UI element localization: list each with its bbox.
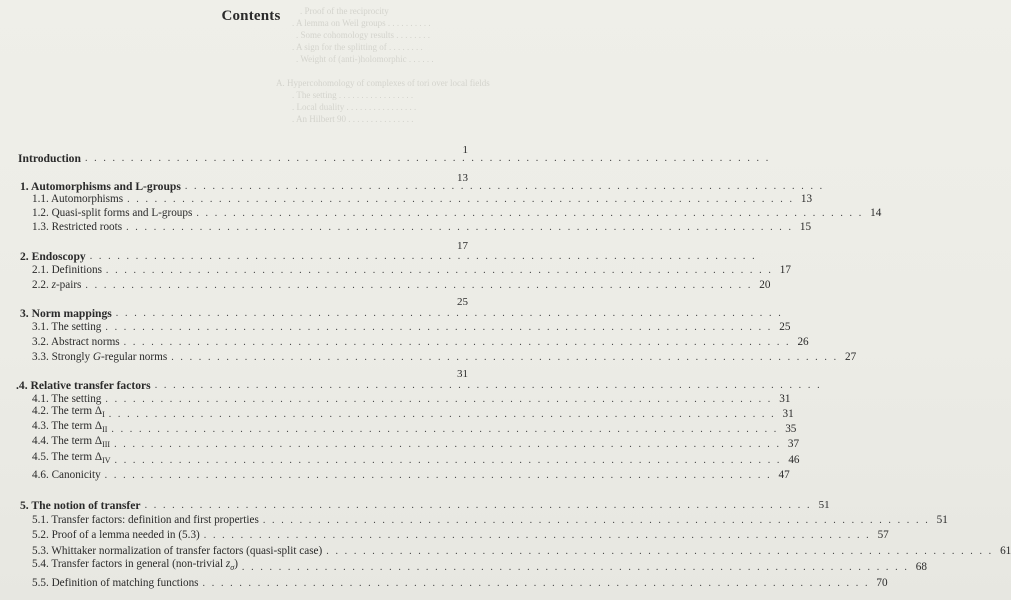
toc-entry-section-2-2[interactable] [0,277,771,292]
dot-leader: . . . . . . . . . . . . . . . . . . . . . . . . . . . . . . . . . . . . . . . . . . . . . . . . . . . . . . . . . . . . . . . . . . . . . . . . . [171,352,839,363]
toc-entry-section-3-1[interactable] [0,319,791,334]
toc-page-number: 35 [785,423,797,435]
toc-entry-section-4-1[interactable] [0,391,791,406]
toc-page-number: 25 [779,321,791,333]
toc-label-text: 4. Relative transfer factors [18,379,151,392]
toc-label: 3.3. Strongly G-regular norms [32,351,168,363]
toc-label: 3.2. Abstract norms [32,336,120,348]
bleed-through-text: . Proof of the reciprocity . A lemma on Weil groups . . . . . . . . . . . Some cohomology results . . . . . . . . . A sign for the splitting of . . . . . . . . . Weight of (anti-)holomorphic . . . . . . A. Hypercohomology of complexes of tori over local fields . The setting . . . . . . . . . . . . . . . . . . Local duality . . . . . . . . . . . . . . . . . An Hilbert 90 . . . . . . . . . . . . . . . [276,6,490,124]
dot-leader: . . . . . . . . . . . . . . . . . . . . . . . . . . . . . . . . . . . . . . . . . . . . . . . . . . . . . . . . . . . . . . . . . . . . . . [184,181,825,192]
toc-label: 5.5. Definition of matching functions [32,577,199,589]
toc-entry-section-5-2[interactable] [0,527,889,542]
dot-leader: . . . . . . . . . . . . . . . . . . . . . . . . . . . . . . . . . . . . . . . . . . . . . . . . . . . . . . . . . . . . . . . . . . . . . . . . . [105,322,773,333]
toc-label: 5.4. Transfer factors in general (non-trivial $z_\sigma$) [32,557,238,572]
dot-leader: . . . . . . . . . . . . . . . . . . . . . . . . . . . . . . . . . . . . . . . . . . . . . . . . . . . . . . . . . . . . . . . . . . . . . . . . . [262,515,930,526]
toc-page-number: 13 [800,193,813,205]
dot-leader: . . . . . . . . . . . . . . . . . . . . . . . . . . . . . . . . . . . . . . . . . . . . . . . . . . . . . . . . . . . . . . . . . . . . . . . . . [89,251,757,262]
toc-label: 4.5. The term $\Delta_{IV}$ [32,450,111,465]
toc-entry-section-4-3[interactable] [0,419,797,436]
toc-label: 3. Norm mappings [20,307,112,320]
toc-page-number: 68 [915,561,927,573]
toc-page-number: 25 [457,296,468,308]
toc-page-number: 31 [457,368,468,380]
toc-page-number: 27 [845,351,857,363]
toc-entry-section-5-5[interactable] [0,575,888,590]
toc-page-number: 20 [759,279,771,291]
toc-page-number: 47 [778,469,790,481]
toc-label: 4.2. The term $\Delta_I$ [32,404,105,419]
toc-page-number: 1 [462,144,468,156]
toc-page-number: 37 [787,438,800,450]
dot-leader: . . . . . . . . . . . . . . . . . . . . . . . . . . . . . . . . . . . . . . . . . . . . . . . . . . . . . . . . . . . . . . . . . . . . . . . . . [154,380,822,391]
toc-label: 4.3. The term $\Delta_{II}$ [32,419,108,434]
toc-entry-chapter-3[interactable] [0,305,783,320]
toc-label: 3.1. The setting [32,321,102,333]
toc-label: 1. Automorphisms and L-groups [20,180,181,193]
toc-entry-section-4-6[interactable] [0,467,790,482]
toc-label: 5.1. Transfer factors: definition and first properties [32,514,259,526]
toc-page-number: 70 [876,577,888,589]
toc-page-number: 46 [788,454,800,466]
dot-leader: . . . . . . . . . . . . . . . . . . . . . . . . . . . . . . . . . . . . . . . . . . . . . . . . . . . . . . . . . . . . . . . . . . . . . . . . . [111,424,779,435]
toc-entry-section-2-1[interactable] [0,262,791,277]
toc-page-number: 57 [877,529,889,541]
toc-entry-section-3-3[interactable] [0,349,857,364]
dot-leader: . . . . . . . . . . . . . . . . . . . . . . . . . . . . . . . . . . . . . . . . . . . . . . . . . . . . . . . . . . . . . . . . . . . . . . . . . [144,500,812,511]
toc-label: 1.3. Restricted roots [32,221,123,233]
dot-leader: . . . . . . . . . . . . . . . . . . . . . . . . . . . . . . . . . . . . . . . . . . . . . . . . . . . . . . . . . . . . . . . . . . . . . . . . . [105,394,773,405]
toc-label: 2. Endoscopy [20,250,86,263]
toc-entry-chapter-4[interactable] [0,377,822,392]
toc-page-number: 51 [936,514,948,526]
toc-label: 4.4. The term $\Delta_{III}$ [32,434,111,449]
toc-entry-section-4-5[interactable] [0,450,800,467]
dot-leader: . . . . . . . . . . . . . . . . . . . . . . . . . . . . . . . . . . . . . . . . . . . . . . . . . . . . . . . . . . . . . . . . . . . . . . . . . [326,546,994,557]
toc-label: 1.2. Quasi-split forms and L-groups [32,207,193,219]
toc-label: Introduction [18,152,81,165]
dot-leader: . . . . . . . . . . . . . . . . . . . . . . . . . . . . . . . . . . . . . . . . . . . . . . . . . . . . . . . . . . . . . . . . . . . . . . . . . [114,455,782,466]
toc-entry-section-3-2[interactable] [0,334,809,349]
dot-leader: . . . . . . . . . . . . . . . . . . . . . . . . . . . . . . . . . . . . . . . . . . . . . . . . . . . . . . . . . . . . . . . . . . . . . . . . . [104,470,772,481]
toc-page-number: 61 [1000,545,1011,557]
toc-page-number: 26 [797,336,809,348]
page-title: Contents [221,8,281,24]
dot-leader: . . . . . . . . . . . . . . . . . . . . . . . . . . . . . . . . . . . . . . . . . . . . . . . . . . . . . . . . . . . . . . . . . . . . . . . . . [241,562,909,573]
toc-entry-section-1-2[interactable] [0,205,882,220]
dot-leader: . . . . . . . . . . . . . . . . . . . . . . . . . . . . . . . . . . . . . . . . . . . . . . . . . . . . . . . . . . . . . . . . . . . . . . . . . [105,265,773,276]
toc-label: 5.3. Whittaker normalization of transfer factors (quasi-split case) [32,545,323,557]
toc-page-number: 13 [457,172,468,184]
dot-leader: . . . . . . . . . . . . . . . . . . . . . . . . . . . . . . . . . . . . . . . . . . . . . . . . . . . . . . . . . . . . . . . . . . . . . . . . . [123,337,791,348]
toc-entry-section-5-3[interactable] [0,543,1011,558]
dot-leader: . . . . . . . . . . . . . . . . . . . . . . . . . . . . . . . . . . . . . . . . . . . . . . . . . . . . . . . . . . . . . . . . . . . . . . . . . . . [84,153,771,164]
toc-label: 4.1. The setting [32,393,102,405]
dot-leader: . . . . . . . . . . . . . . . . . . . . . . . . . . . . . . . . . . . . . . . . . . . . . . . . . . . . . . . . . . . . . . . . . . . . . . . . . [203,530,871,541]
dot-leader: . . . . . . . . . . . . . . . . . . . . . . . . . . . . . . . . . . . . . . . . . . . . . . . . . . . . . . . . . . . . . . . . . . . . . . . . . [202,578,870,589]
toc-entry-section-5-4[interactable] [0,557,927,574]
toc-label: .4. Relative transfer factors [16,379,151,392]
toc-page-number: 17 [457,240,468,252]
toc-label: 5.2. Proof of a lemma needed in (5.3) [32,529,200,541]
toc-entry-section-4-4[interactable] [0,434,800,451]
toc-label: 1.1. Automorphisms [32,193,124,205]
dot-leader: . . . . . . . . . . . . . . . . . . . . . . . . . . . . . . . . . . . . . . . . . . . . . . . . . . . . . . . . . . . . . . . . . . . . . . . . . [127,194,795,205]
dot-leader: . . . . . . . . . . . . . . . . . . . . . . . . . . . . . . . . . . . . . . . . . . . . . . . . . . . . . . . . . . . . . . . . . . . . . . . . . [196,208,864,219]
toc-label: 5. The notion of transfer [20,499,141,512]
toc-page-number: 51 [818,499,830,511]
toc-entry-section-4-2[interactable] [0,404,794,421]
toc-entry-section-1-3[interactable] [0,219,812,234]
toc-page-number: 31 [779,393,791,405]
toc-label: 4.6. Canonicity [32,469,101,481]
dot-leader: . . . . . . . . . . . . . . . . . . . . . . . . . . . . . . . . . . . . . . . . . . . . . . . . . . . . . . . . . . . . . . . . . . . . . . . . . [115,308,783,319]
toc-entry-section-5-1[interactable] [0,512,948,527]
toc-entry-section-1-1[interactable] [0,191,813,206]
toc-label: 2.2. z-pairs [32,279,82,291]
toc-label: 2.1. Definitions [32,264,102,276]
toc-page-number: 15 [799,221,812,233]
toc-page-number: 14 [870,207,882,219]
toc-entry-introduction[interactable] [0,150,771,165]
dot-leader: . . . . . . . . . . . . . . . . . . . . . . . . . . . . . . . . . . . . . . . . . . . . . . . . . . . . . . . . . . . . . . . . . . . . . . . . . [114,439,782,450]
dot-leader: . . . . . . . . . . . . . . . . . . . . . . . . . . . . . . . . . . . . . . . . . . . . . . . . . . . . . . . . . . . . . . . . . . . . . . . . . [126,222,794,233]
dot-leader: . . . . . . . . . . . . . . . . . . . . . . . . . . . . . . . . . . . . . . . . . . . . . . . . . . . . . . . . . . . . . . . . . . . . . . . . . [108,409,776,420]
toc-page-number: 17 [779,264,791,276]
toc-entry-chapter-2[interactable] [0,248,757,263]
toc-entry-chapter-5[interactable] [0,497,830,512]
dot-leader: . . . . . . . . . . . . . . . . . . . . . . . . . . . . . . . . . . . . . . . . . . . . . . . . . . . . . . . . . . . . . . . . . . . . . . . . . [85,280,753,291]
toc-page-number: 31 [782,408,794,420]
